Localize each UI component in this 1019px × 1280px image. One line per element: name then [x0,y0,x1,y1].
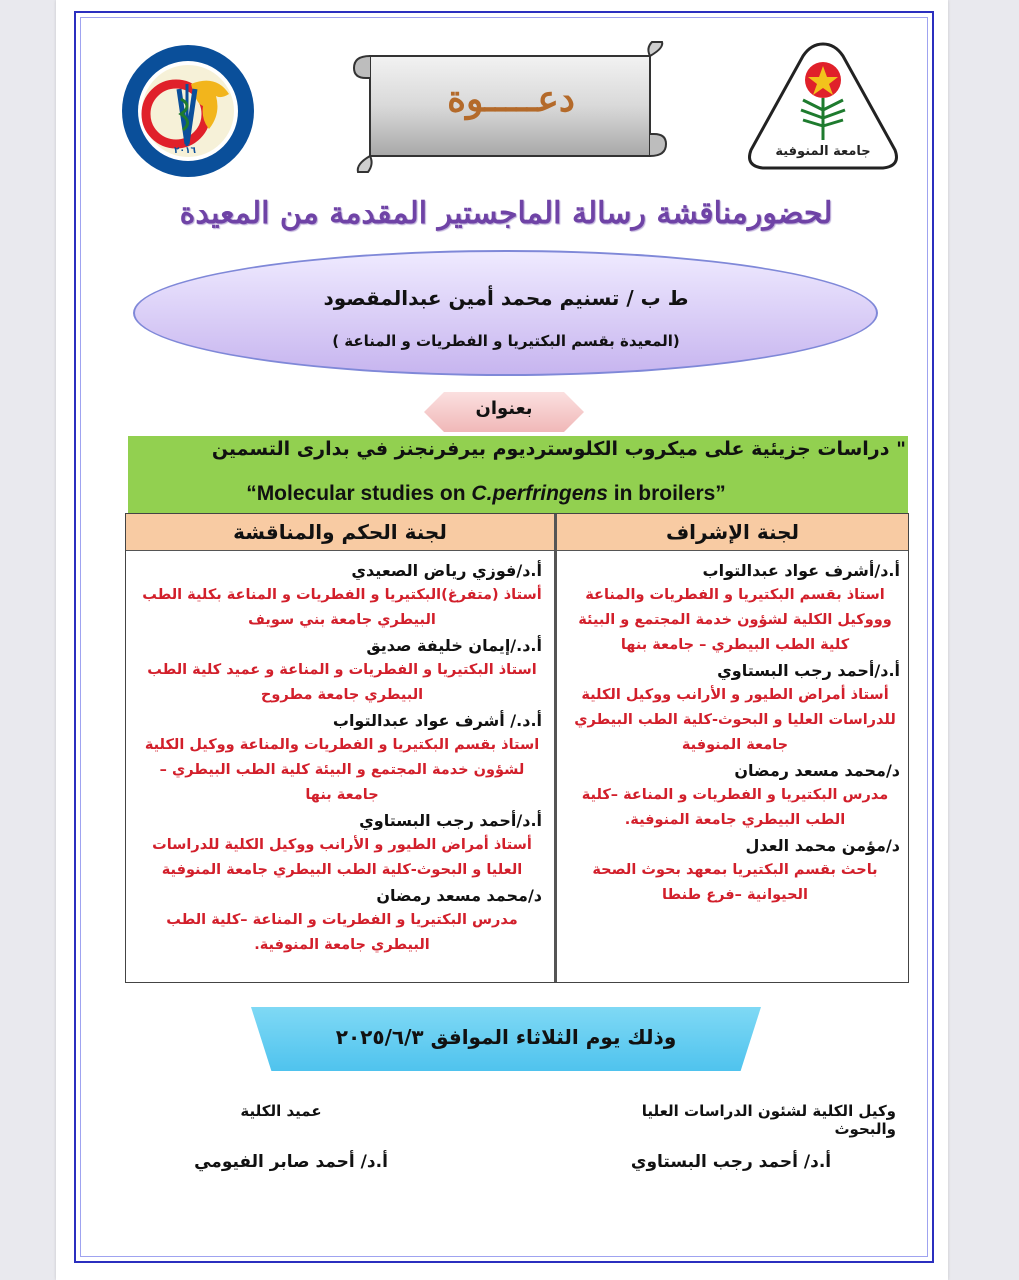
supervision-list [570,558,900,908]
thesis-title-english: “Molecular studies on C.perfringens in broilers” [246,482,726,505]
supervisor-title: باحث بقسم البكتيريا بمعهد بحوث الصحة الحيوانية –فرع طنطا [592,862,878,903]
examiner-name: أ.د./إيمان خليفة صديق [366,636,542,655]
supervisor-name: د/محمد مسعد رمضان [734,761,900,780]
examination-header: لجنة الحكم والمناقشة [126,514,554,551]
date-text: وذلك يوم الثلاثاء الموافق ٢٠٢٥/٦/٣ [335,1025,677,1049]
dean-name: أ.د/ أحمد صابر الفيومي [194,1152,388,1172]
candidate-name: ط ب / تسنيم محمد أمين عبدالمقصود [323,286,689,310]
column-divider [554,514,557,982]
candidate-ellipse [133,250,878,376]
supervisor-title: استاذ بقسم البكتيريا و الفطريات والمناعة وووكيل الكلية لشؤون خدمة المجتمع و البيئة كلية الطب البيطري – جامعة بنها [578,587,892,653]
candidate-department: (المعيدة بقسم البكتيريا و الفطريات و المناعة ) [332,332,680,350]
supervision-header: لجنة الإشراف [557,514,908,551]
examiner-name: أ.د/أحمد رجب البستاوي [359,811,542,830]
titled-label: بعنوان [475,398,533,419]
examiner-title: أستاذ أمراض الطيور و الأرانب ووكيل الكلية للدراسات العليا و البحوث-كلية الطب البيطري جامعة المنوفية [152,837,532,878]
invitation-page [56,0,948,1280]
vice-dean-name: أ.د/ أحمد رجب البستاوي [630,1152,832,1172]
committee-table [125,513,909,983]
vice-dean-label: وكيل الكلية لشئون الدراسات العليا والبحوث [641,1102,896,1138]
supervisor-title: أستاذ أمراض الطيور و الأرانب ووكيل الكلية للدراسات العليا و البحوث-كلية الطب البيطري جامعة المنوفية [574,687,896,753]
supervisor-name: أ.د/أحمد رجب البستاوي [717,661,900,680]
invitation-title: دعـــــوة [447,78,575,120]
examination-list [142,558,542,958]
supervisor-name: د/مؤمن محمد العدل [745,836,900,855]
headline: لحضورمناقشة رسالة الماجستير المقدمة من المعيدة [179,196,833,231]
examiner-name: أ.د./ أشرف عواد عبدالتواب [332,711,542,730]
vet-faculty-logo [121,44,256,179]
examiner-title: مدرس البكتيريا و الفطريات و المناعة –كلية الطب البيطري جامعة المنوفية. [166,912,518,953]
vet-logo-year: ٢٠١٦ [174,146,196,156]
examiner-title: استاذ بقسم البكتيريا و الفطريات والمناعة ووكيل الكلية لشؤون خدمة المجتمع و البيئة كلية الطب البيطري – جامعة بنها [144,737,540,803]
examiner-title: استاذ البكتيريا و الفطريات و المناعة و عميد كلية الطب البيطري جامعة مطروح [147,662,537,703]
supervisor-title: مدرس البكتيريا و الفطريات و المناعة –كلية الطب البيطري جامعة المنوفية. [581,787,889,828]
examiner-name: أ.د/فوزي رياض الصعيدي [351,561,542,580]
examiner-title: أستاذ (متفرغ)البكتيريا و الفطريات و المناعة بكلية الطب البيطري جامعة بني سويف [142,587,542,628]
dean-label: عميد الكلية [240,1102,322,1120]
uni-logo-text: جامعة المنوفية [775,144,871,159]
thesis-title-arabic: " دراسات جزيئية على ميكروب الكلوسترديوم بيرفرنجنز في بدارى التسمين [211,438,906,460]
supervisor-name: أ.د/أشرف عواد عبدالتواب [702,561,900,580]
examiner-name: د/محمد مسعد رمضان [376,886,542,905]
